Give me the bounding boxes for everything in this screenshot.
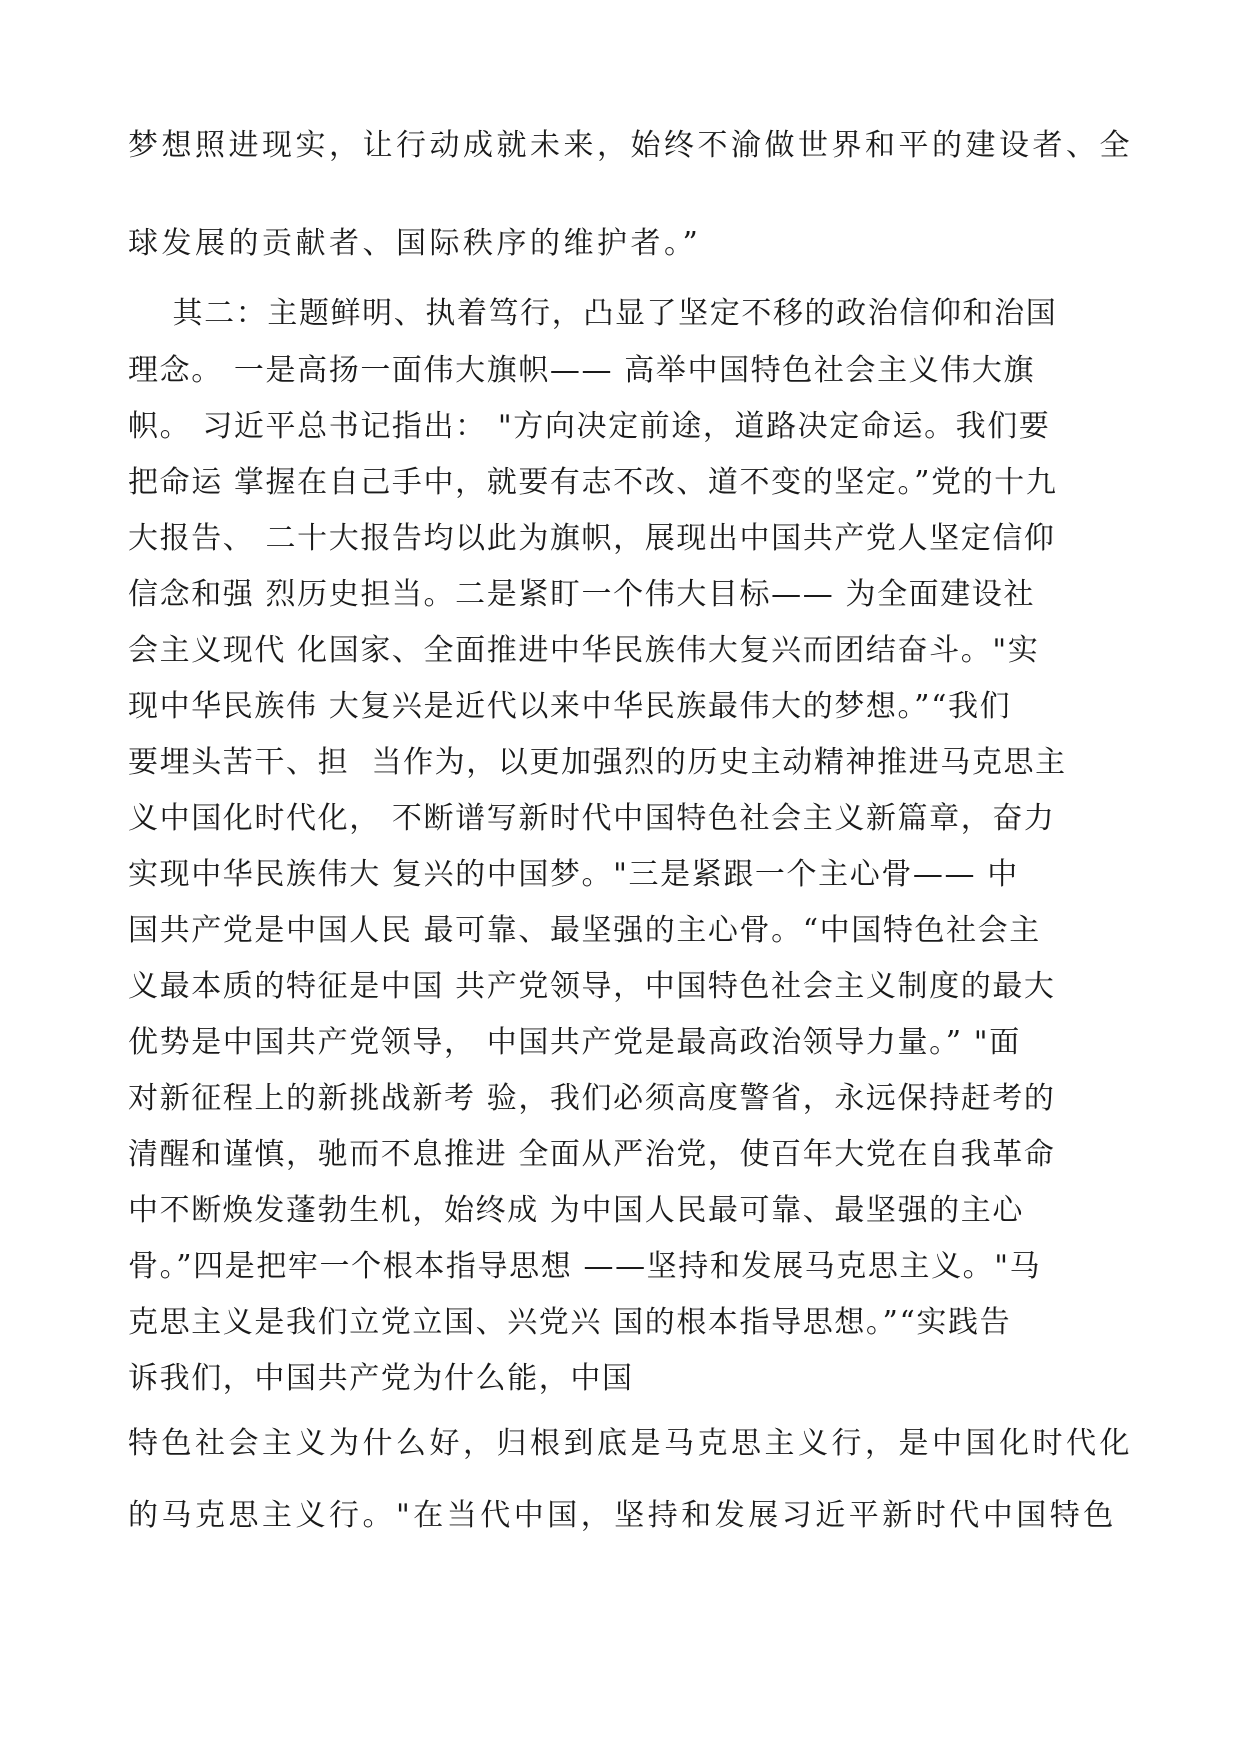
text-line: 骨。”四是把牢一个根本指导思想 ——坚持和发展马克思主义。"马 (128, 1249, 1042, 1284)
text-line: 要埋头苦干、担 当作为，以更加强烈的历史主动精神推进马克思主 (128, 745, 1067, 780)
text-line: 会主义现代 化国家、全面推进中华民族伟大复兴而团结奋斗。"实 (128, 633, 1040, 668)
text-line: 的马克思主义行。"在当代中国，坚持和发展习近平新时代中国特色 (128, 1498, 1117, 1533)
text-line: 特色社会主义为什么好，归根到底是马克思主义行，是中国化时代化 (128, 1426, 1133, 1461)
text-line: 实现中华民族伟大 复兴的中国梦。"三是紧跟一个主心骨—— 中 (128, 857, 1019, 892)
text-line: 中不断焕发蓬勃生机，始终成 为中国人民最可靠、最坚强的主心 (128, 1193, 1024, 1228)
text-line: 大报告、 二十大报告均以此为旗帜，展现出中国共产党人坚定信仰 (128, 521, 1056, 556)
text-line: 对新征程上的新挑战新考 验，我们必须高度警省，永远保持赶考的 (128, 1081, 1056, 1116)
text-line: 清醒和谨慎，驰而不息推进 全面从严治党，使百年大党在自我革命 (128, 1137, 1056, 1172)
text-line: 义最本质的特征是中国 共产党领导，中国特色社会主义制度的最大 (128, 969, 1056, 1004)
text-line: 现中华民族伟 大复兴是近代以来中华民族最伟大的梦想。”“我们 (128, 689, 1012, 724)
text-line: 信念和强 烈历史担当。二是紧盯一个伟大目标—— 为全面建设社 (128, 577, 1036, 612)
text-line: 球发展的贡献者、国际秩序的维护者。” (128, 226, 702, 261)
text-line: 理念。 一是高扬一面伟大旗帜—— 高举中国特色社会主义伟大旗 (128, 353, 1036, 388)
text-line: 诉我们，中国共产党为什么能，中国 (128, 1361, 634, 1396)
text-line: 梦想照进现实，让行动成就未来，始终不渝做世界和平的建设者、全 (128, 128, 1133, 163)
text-line: 义中国化时代化， 不断谱写新时代中国特色社会主义新篇章，奋力 (128, 801, 1056, 836)
text-line: 把命运 掌握在自己手中，就要有志不改、道不变的坚定。”党的十九 (128, 465, 1058, 500)
text-line: 帜。 习近平总书记指出： "方向决定前途，道路决定命运。我们要 (128, 409, 1051, 444)
text-line: 其二：主题鲜明、执着笃行，凸显了坚定不移的政治信仰和治国 (128, 296, 1058, 331)
text-line: 国共产党是中国人民 最可靠、最坚强的主心骨。“中国特色社会主 (128, 913, 1041, 948)
text-line: 优势是中国共产党领导， 中国共产党是最高政治领导力量。” "面 (128, 1025, 1021, 1060)
text-line: 克思主义是我们立党立国、兴党兴 国的根本指导思想。”“实践告 (128, 1305, 1012, 1340)
